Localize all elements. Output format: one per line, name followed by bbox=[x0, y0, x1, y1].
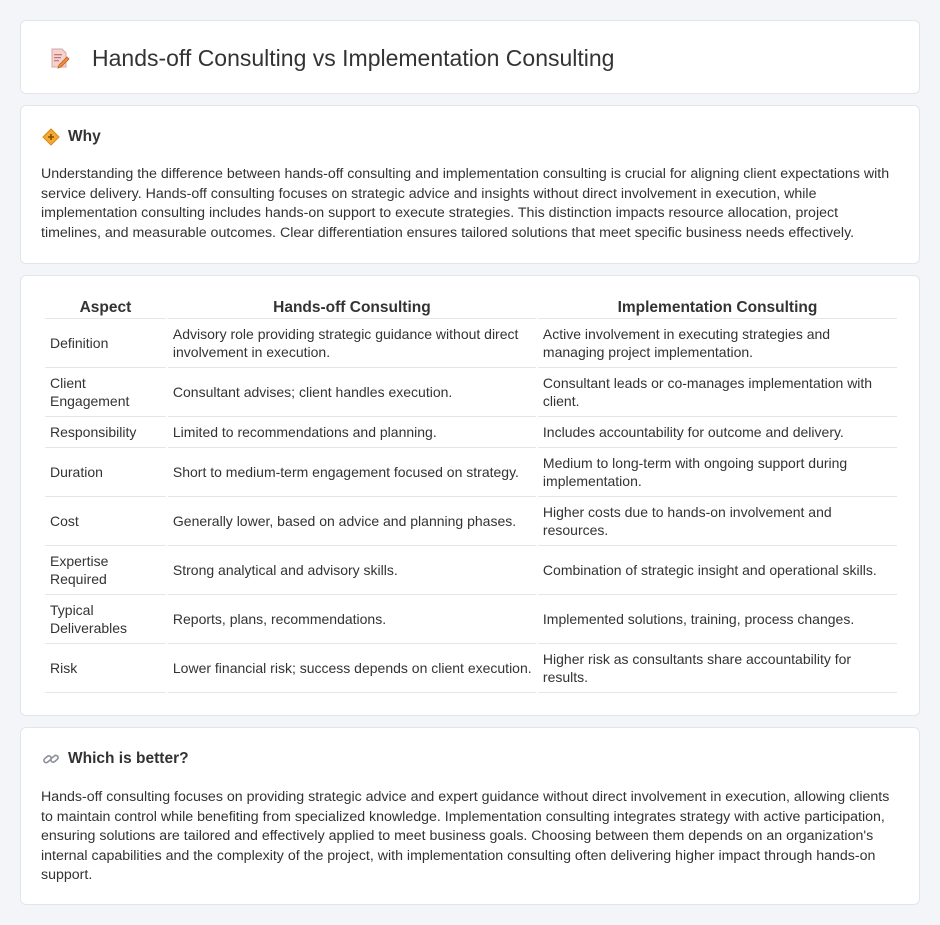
hands-off-cell: Advisory role providing strategic guidance without direct involvement in execution. bbox=[168, 319, 536, 368]
document-edit-icon bbox=[47, 46, 71, 70]
table-row bbox=[45, 595, 897, 644]
implementation-cell: Consultant leads or co-manages implementation with client. bbox=[538, 368, 897, 417]
header-card bbox=[20, 20, 920, 94]
table-row bbox=[45, 448, 897, 497]
hands-off-cell: Short to medium-term engagement focused on strategy. bbox=[168, 448, 536, 497]
implementation-cell: Includes accountability for outcome and delivery. bbox=[538, 417, 897, 448]
better-text: Hands-off consulting focuses on providing strategic advice and expert guidance without direct involvement in execution, allowing clients to maintain control while benefiting from specialized knowledge. Implementation consulting integrates strategy with active participation, ensuring solutions are tailored and effectively applied to meet business goals. Choosing between them depends on an organization's internal capabilities and the complexity of the project, with implementation consulting often delivering higher impact through hands-on support. bbox=[41, 789, 890, 883]
column-header: Implementation Consulting bbox=[538, 297, 897, 319]
hands-off-cell: Strong analytical and advisory skills. bbox=[168, 546, 536, 595]
table-row bbox=[45, 417, 897, 448]
implementation-cell: Implemented solutions, training, process changes. bbox=[538, 595, 897, 644]
aspect-cell: Definition bbox=[45, 319, 166, 368]
comparison-section bbox=[20, 275, 920, 716]
aspect-cell: Client Engagement bbox=[45, 368, 166, 417]
implementation-cell: Medium to long-term with ongoing support during implementation. bbox=[538, 448, 897, 497]
table-row bbox=[45, 497, 897, 546]
link-icon bbox=[42, 750, 60, 768]
implementation-cell: Higher costs due to hands-on involvement and resources. bbox=[538, 497, 897, 546]
table-row bbox=[45, 368, 897, 417]
hands-off-cell: Lower financial risk; success depends on client execution. bbox=[168, 644, 536, 693]
table-row bbox=[45, 319, 897, 368]
hands-off-cell: Reports, plans, recommendations. bbox=[168, 595, 536, 644]
diamond-icon bbox=[42, 128, 60, 146]
aspect-cell: Typical Deliverables bbox=[45, 595, 166, 644]
better-heading-row bbox=[42, 750, 189, 768]
aspect-cell: Cost bbox=[45, 497, 166, 546]
table-row bbox=[45, 644, 897, 693]
why-text: Understanding the difference between hands-off consulting and implementation consulting is crucial for aligning client expectations with service delivery. Hands-off consulting focuses on strategic advice and insights without direct involvement in execution, while implementation consulting includes hands-on support to execute strategies. This distinction impacts resource allocation, project timelines, and measurable outcomes. Clear differentiation ensures tailored solutions that meet specific business needs effectively. bbox=[41, 166, 890, 241]
table-row bbox=[45, 546, 897, 595]
aspect-cell: Duration bbox=[45, 448, 166, 497]
why-section bbox=[20, 105, 920, 264]
aspect-cell: Expertise Required bbox=[45, 546, 166, 595]
column-header: Aspect bbox=[45, 297, 166, 319]
better-heading: Which is better? bbox=[68, 750, 189, 767]
implementation-cell: Combination of strategic insight and operational skills. bbox=[538, 546, 897, 595]
hands-off-cell: Consultant advises; client handles execution. bbox=[168, 368, 536, 417]
aspect-cell: Risk bbox=[45, 644, 166, 693]
column-header: Hands-off Consulting bbox=[168, 297, 536, 319]
which-is-better-section bbox=[20, 727, 920, 905]
hands-off-cell: Limited to recommendations and planning. bbox=[168, 417, 536, 448]
implementation-cell: Active involvement in executing strategies and managing project implementation. bbox=[538, 319, 897, 368]
page-title: Hands-off Consulting vs Implementation Consulting bbox=[92, 45, 615, 71]
why-heading-row bbox=[42, 128, 101, 146]
why-heading: Why bbox=[68, 128, 101, 145]
comparison-table bbox=[43, 297, 899, 693]
hands-off-cell: Generally lower, based on advice and planning phases. bbox=[168, 497, 536, 546]
table-header-row bbox=[45, 297, 897, 319]
implementation-cell: Higher risk as consultants share accountability for results. bbox=[538, 644, 897, 693]
aspect-cell: Responsibility bbox=[45, 417, 166, 448]
